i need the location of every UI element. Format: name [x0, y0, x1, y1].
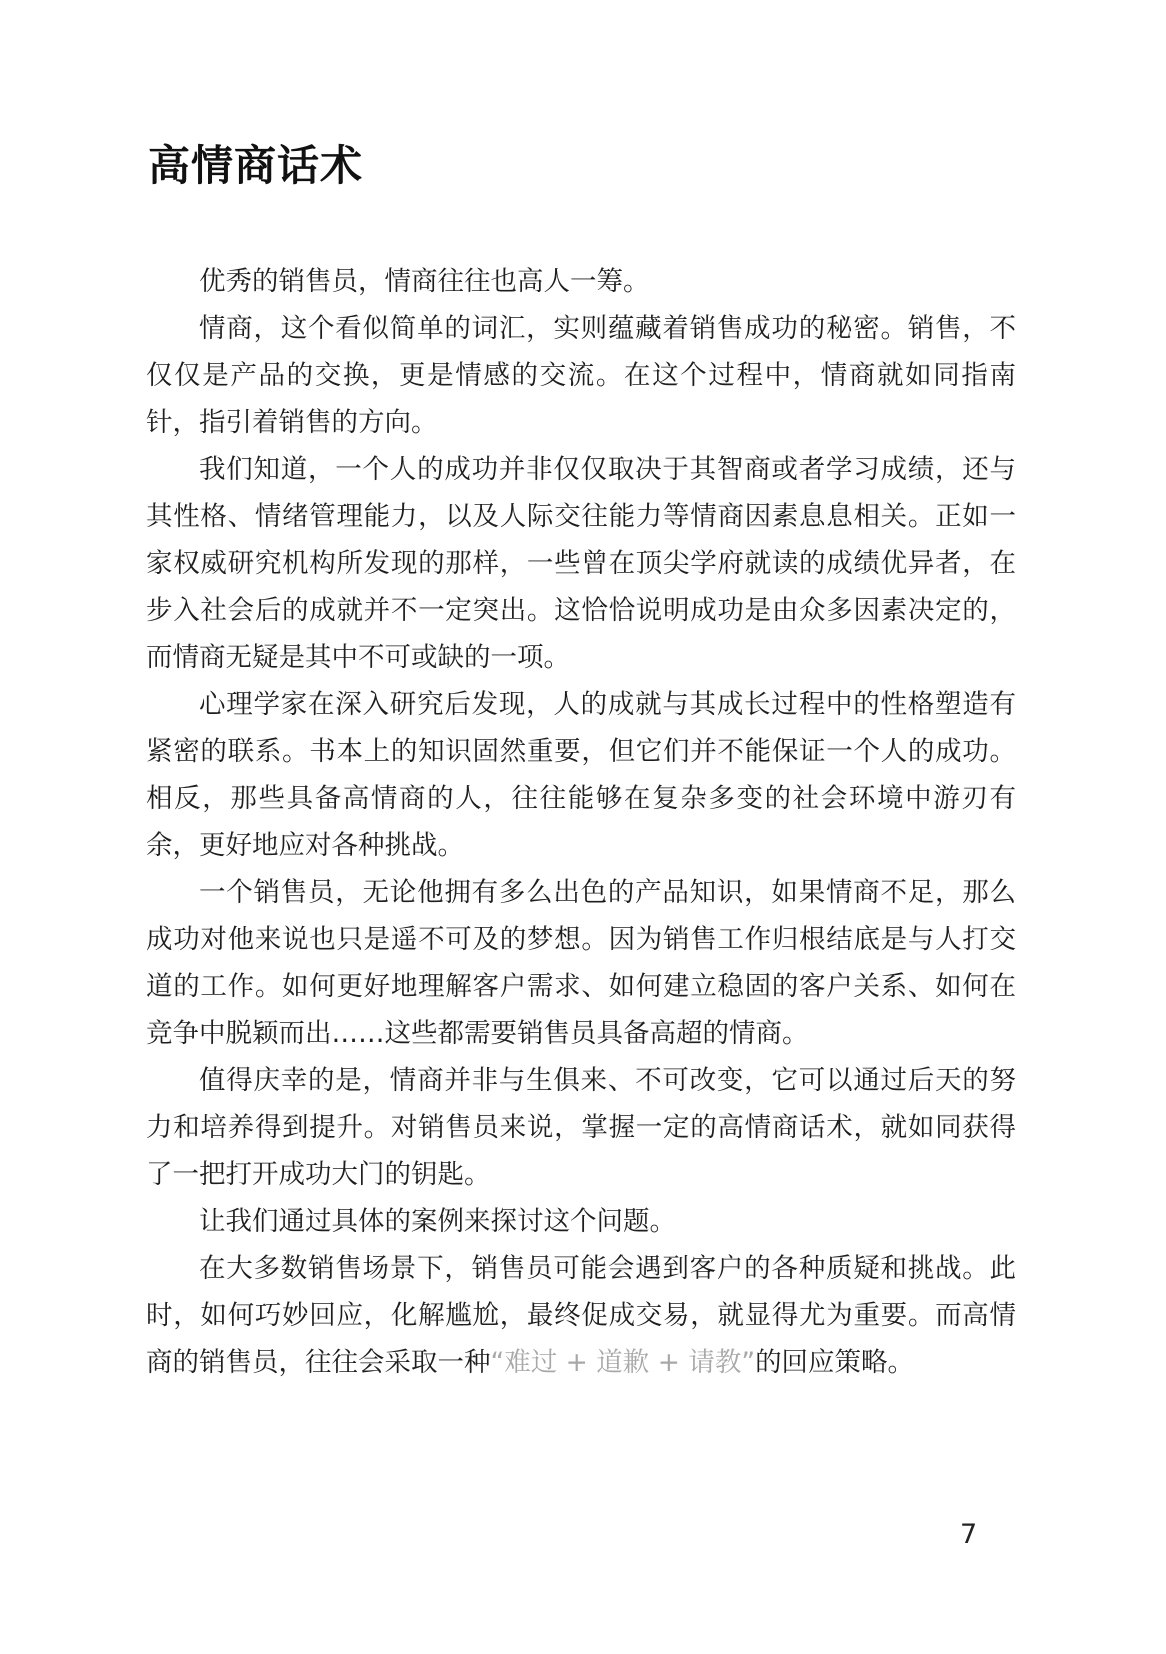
- paragraph-last-end: 的回应策略。: [755, 1347, 915, 1378]
- paragraph: 值得庆幸的是，情商并非与生俱来、不可改变，它可以通过后天的努力和培养得到提升。对销售员来说，掌握一定的高情商话术，就如同获得了一把打开成功大门的钥匙。: [146, 1065, 1016, 1190]
- paragraph: 情商，这个看似简单的词汇，实则蕴藏着销售成功的秘密。销售，不仅仅是产品的交换，更是情感的交流。在这个过程中，情商就如同指南针，指引着销售的方向。: [146, 313, 1016, 438]
- paragraph: 让我们通过具体的案例来探讨这个问题。: [199, 1206, 676, 1237]
- page-number: 7: [960, 1519, 978, 1550]
- paragraph: 我们知道，一个人的成功并非仅仅取决于其智商或者学习成绩，还与其性格、情绪管理能力，以及人际交往能力等情商因素息息相关。正如一家权威研究机构所发现的那样，一些曾在顶尖学府就读的成绩优异者，在步入社会后的成就并不一定突出。这恰恰说明成功是由众多因素决定的，而情商无疑是其中不可或缺的一项。: [146, 454, 1016, 673]
- paragraph-last: [146, 1245, 1016, 1386]
- paragraph: 一个销售员，无论他拥有多么出色的产品知识，如果情商不足，那么成功对他来说也只是遥不可及的梦想。因为销售工作归根结底是与人打交道的工作。如何更好地理解客户需求、如何建立稳固的客户关系、如何在竞争中脱颖而出……这些都需要销售员具备高超的情商。: [146, 877, 1016, 1049]
- paragraph-last-text: 在大多数销售场景下，销售员可能会遇到客户的各种质疑和挑战。此时，如何巧妙回应，化解尴尬，最终促成交易，就显得尤为重要。而高情商的销售员，往往会采取一种: [146, 1253, 1016, 1378]
- page-title: 高情商话术: [148, 141, 364, 190]
- paragraph: 优秀的销售员，情商往往也高人一筹。: [199, 266, 650, 297]
- paragraph: 心理学家在深入研究后发现，人的成就与其成长过程中的性格塑造有紧密的联系。书本上的知识固然重要，但它们并不能保证一个人的成功。相反，那些具备高情商的人，往往能够在复杂多变的社会环境中游刃有余，更好地应对各种挑战。: [146, 689, 1016, 861]
- body-text: [146, 258, 1016, 1386]
- strategy-highlight: “难过 + 道歉 + 请教”: [490, 1347, 756, 1378]
